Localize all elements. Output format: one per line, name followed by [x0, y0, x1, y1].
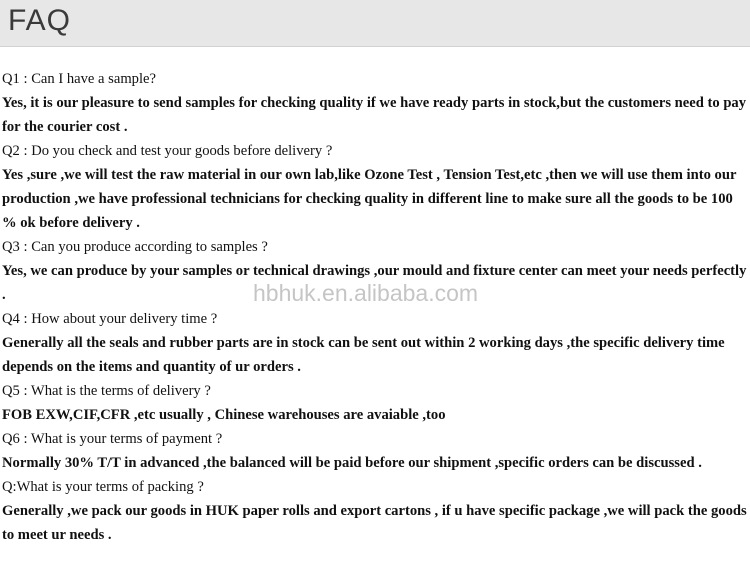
- faq-item: [2, 379, 748, 427]
- faq-answer: Yes, we can produce by your samples or technical drawings ,our mould and fixture center can meet your needs perfectly .: [2, 263, 747, 303]
- faq-question: Q4 : How about your delivery time ?: [2, 311, 218, 327]
- faq-item: [2, 307, 748, 379]
- faq-question: Q5 : What is the terms of delivery ?: [2, 383, 211, 399]
- faq-list: [2, 67, 748, 547]
- faq-question: Q:What is your terms of packing ?: [2, 479, 204, 495]
- faq-item: [2, 139, 748, 235]
- faq-answer: Yes ,sure ,we will test the raw material in our own lab,like Ozone Test , Tension Test,etc ,then we will use them into our production ,we have professional technicians for checking quality in different line to make sure all the goods to be 100 % ok before delivery .: [2, 167, 737, 231]
- page-title: FAQ: [8, 4, 72, 37]
- faq-header: [0, 0, 750, 47]
- faq-answer: Normally 30% T/T in advanced ,the balanced will be paid before our shipment ,specific orders can be discussed .: [2, 455, 702, 471]
- faq-answer: Generally all the seals and rubber parts are in stock can be sent out within 2 working days ,the specific delivery time depends on the items and quantity of ur orders .: [2, 335, 725, 375]
- faq-question: Q1 : Can I have a sample?: [2, 71, 156, 87]
- faq-question: Q2 : Do you check and test your goods before delivery ?: [2, 143, 333, 159]
- faq-answer: Generally ,we pack our goods in HUK paper rolls and export cartons , if u have specific package ,we will pack the goods to meet ur needs .: [2, 503, 747, 543]
- watermark: hbhuk.en.alibaba.com: [253, 280, 479, 306]
- faq-item: [2, 475, 748, 547]
- faq-question: Q6 : What is your terms of payment ?: [2, 431, 223, 447]
- faq-answer: FOB EXW,CIF,CFR ,etc usually , Chinese warehouses are avaiable ,too: [2, 407, 446, 423]
- faq-question: Q3 : Can you produce according to samples ?: [2, 239, 268, 255]
- faq-item: [2, 67, 748, 139]
- faq-answer: Yes, it is our pleasure to send samples for checking quality if we have ready parts in stock,but the customers need to pay for the courier cost .: [2, 95, 747, 135]
- faq-item: [2, 427, 748, 475]
